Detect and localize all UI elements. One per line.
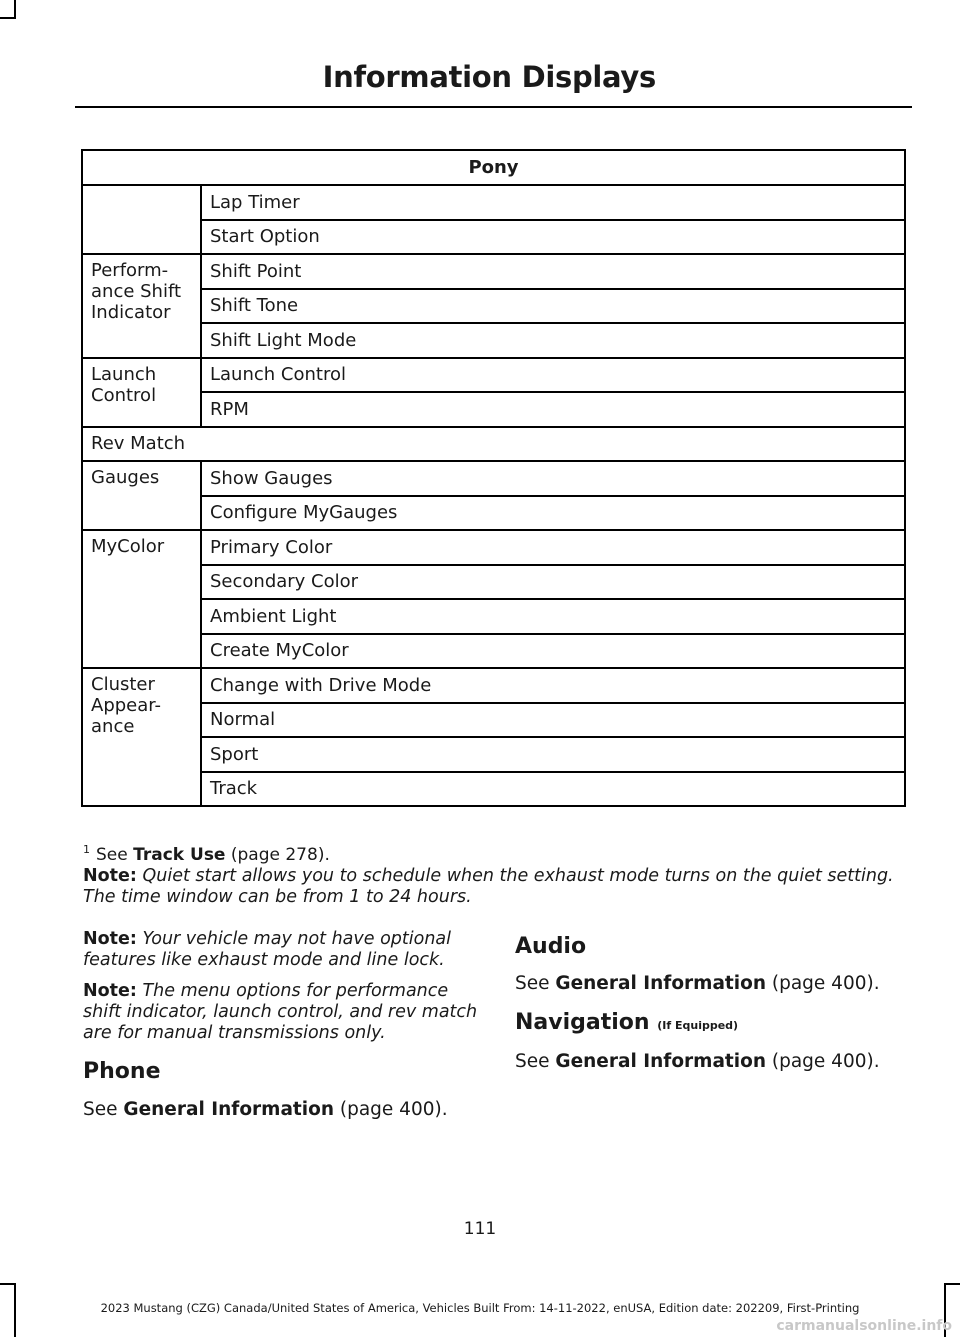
menu-item[interactable]: Ambient Light bbox=[201, 599, 905, 634]
table-row bbox=[82, 289, 905, 324]
menu-group-label[interactable]: Rev Match bbox=[82, 427, 905, 462]
menu-item[interactable]: Secondary Color bbox=[201, 565, 905, 600]
table-row bbox=[82, 530, 905, 565]
table-row bbox=[82, 323, 905, 358]
menu-group-label: Cluster Appear- ance bbox=[82, 668, 201, 806]
menu-item[interactable]: Normal bbox=[201, 703, 905, 738]
table-row bbox=[82, 634, 905, 669]
note-manual-only bbox=[83, 981, 478, 1044]
table-row bbox=[82, 461, 905, 496]
navigation-link[interactable]: General Information bbox=[555, 1051, 766, 1072]
note-text: Your vehicle may not have optional features like exhaust mode and line lock. bbox=[83, 929, 452, 970]
table-row bbox=[82, 358, 905, 393]
navigation-reference bbox=[515, 1051, 880, 1072]
note-label: Note: bbox=[83, 929, 137, 949]
footnote bbox=[83, 845, 330, 865]
title-divider bbox=[75, 106, 912, 108]
audio-link[interactable]: General Information bbox=[555, 973, 766, 994]
menu-item[interactable]: Create MyColor bbox=[201, 634, 905, 669]
crop-mark bbox=[0, 17, 16, 19]
phone-heading: Phone bbox=[83, 1059, 161, 1084]
footnote-link[interactable]: Track Use bbox=[133, 845, 226, 865]
watermark: carmanualsonline.info bbox=[776, 1318, 952, 1334]
table-heading: Pony bbox=[82, 150, 905, 185]
note-label: Note: bbox=[83, 866, 137, 886]
ref-page: (page 400). bbox=[334, 1099, 448, 1120]
note-text: Quiet start allows you to schedule when the exhaust mode turns on the quiet setting. The time window can be from 1 to 24 hours. bbox=[83, 866, 894, 907]
menu-item[interactable]: Configure MyGauges bbox=[201, 496, 905, 531]
table-row bbox=[82, 703, 905, 738]
menu-group-label bbox=[82, 185, 201, 254]
table-row bbox=[82, 772, 905, 807]
menu-group-label: Perform- ance Shift Indicator bbox=[82, 254, 201, 358]
ref-page: (page 400). bbox=[766, 1051, 880, 1072]
menu-item[interactable]: Sport bbox=[201, 737, 905, 772]
note-optional-features bbox=[83, 929, 478, 971]
table-row bbox=[82, 599, 905, 634]
navigation-heading bbox=[515, 1010, 738, 1035]
menu-item[interactable]: Launch Control bbox=[201, 358, 905, 393]
menu-item[interactable]: RPM bbox=[201, 392, 905, 427]
page-number: 111 bbox=[463, 1219, 497, 1239]
menu-group-label: MyColor bbox=[82, 530, 201, 668]
table-row bbox=[82, 496, 905, 531]
phone-reference bbox=[83, 1099, 448, 1120]
table-row bbox=[82, 737, 905, 772]
table-row bbox=[82, 220, 905, 255]
table-row bbox=[82, 565, 905, 600]
menu-item[interactable]: Lap Timer bbox=[201, 185, 905, 220]
audio-reference bbox=[515, 973, 880, 994]
ref-page: (page 400). bbox=[766, 973, 880, 994]
table-row bbox=[82, 185, 905, 220]
note-quiet-start bbox=[83, 866, 913, 908]
menu-table bbox=[81, 149, 906, 807]
menu-item[interactable]: Track bbox=[201, 772, 905, 807]
navigation-qualifier: (If Equipped) bbox=[657, 1019, 739, 1032]
menu-item[interactable]: Show Gauges bbox=[201, 461, 905, 496]
navigation-title: Navigation bbox=[515, 1010, 650, 1035]
phone-link[interactable]: General Information bbox=[123, 1099, 334, 1120]
footnote-page: (page 278). bbox=[225, 845, 330, 865]
ref-text: See bbox=[515, 973, 556, 994]
menu-item[interactable]: Primary Color bbox=[201, 530, 905, 565]
footnote-text: See bbox=[96, 845, 134, 865]
crop-mark bbox=[944, 1283, 960, 1285]
audio-heading: Audio bbox=[515, 934, 587, 959]
ref-text: See bbox=[83, 1099, 124, 1120]
table-row bbox=[82, 392, 905, 427]
menu-group-label: Launch Control bbox=[82, 358, 201, 427]
ref-text: See bbox=[515, 1051, 556, 1072]
menu-item[interactable]: Shift Point bbox=[201, 254, 905, 289]
table-row bbox=[82, 254, 905, 289]
menu-group-label: Gauges bbox=[82, 461, 201, 530]
crop-mark bbox=[14, 0, 16, 18]
crop-mark bbox=[0, 1283, 16, 1285]
menu-item[interactable]: Start Option bbox=[201, 220, 905, 255]
table-row bbox=[82, 668, 905, 703]
table-row bbox=[82, 427, 905, 462]
note-label: Note: bbox=[83, 981, 137, 1001]
page-title: Information Displays bbox=[322, 60, 656, 94]
footnote-marker: 1 bbox=[83, 843, 90, 856]
menu-item[interactable]: Change with Drive Mode bbox=[201, 668, 905, 703]
page-footer: 2023 Mustang (CZG) Canada/United States of America, Vehicles Built From: 14-11-2022, enUSA, Edition date: 202209, First-Printing bbox=[100, 1301, 860, 1315]
note-text: The menu options for performance shift indicator, launch control, and rev match are for manual transmissions only. bbox=[83, 981, 478, 1043]
menu-item[interactable]: Shift Tone bbox=[201, 289, 905, 324]
menu-item[interactable]: Shift Light Mode bbox=[201, 323, 905, 358]
